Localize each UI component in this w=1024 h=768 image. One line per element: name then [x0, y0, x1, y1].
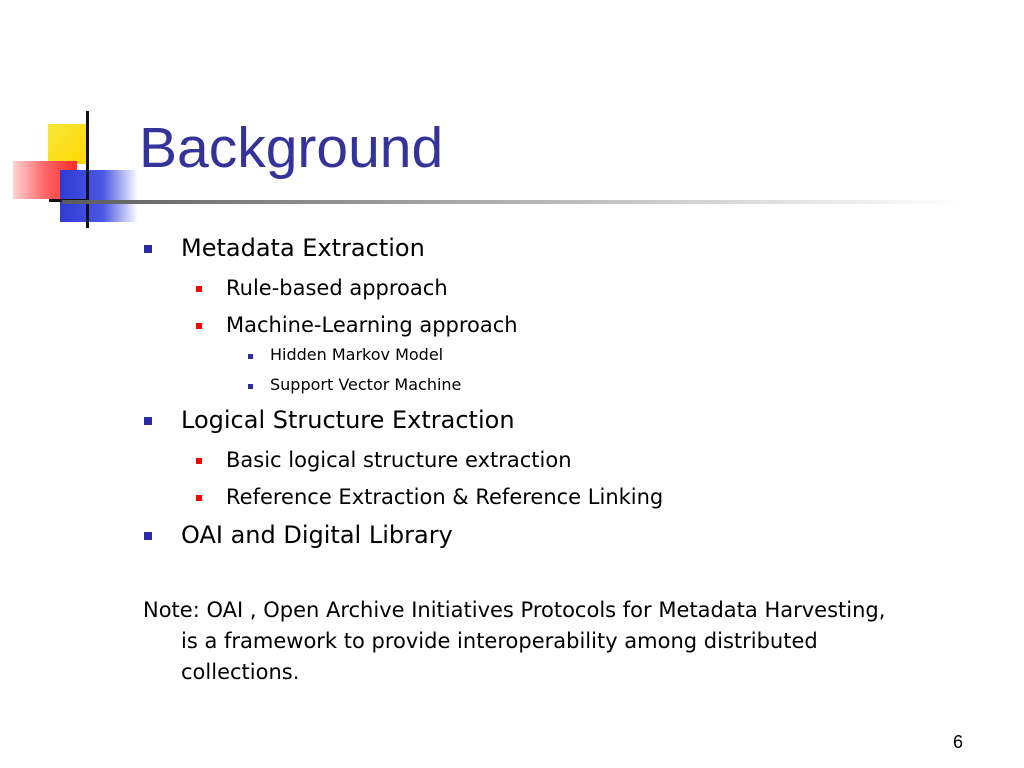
- level2-bullet-icon: [196, 495, 202, 501]
- bullet-basic-logical-structure-extraction: [196, 448, 896, 476]
- level2-bullet-icon: [196, 323, 202, 329]
- bullet-text: Rule-based approach: [226, 276, 448, 300]
- note-paragraph: [143, 595, 1003, 691]
- bullet-text: Support Vector Machine: [270, 375, 462, 394]
- bullet-text: Metadata Extraction: [181, 234, 425, 262]
- level1-bullet-icon: [144, 417, 152, 425]
- bullet-support-vector-machine: [248, 376, 748, 398]
- bullet-rule-based-approach: [196, 276, 896, 304]
- level2-bullet-icon: [196, 286, 202, 292]
- bullet-text: OAI and Digital Library: [181, 521, 453, 549]
- bullet-text: Logical Structure Extraction: [181, 406, 515, 434]
- note-line-3: collections.: [181, 660, 300, 684]
- level1-bullet-icon: [144, 532, 152, 540]
- bullet-oai-digital-library: [144, 522, 844, 556]
- bullet-metadata-extraction: [144, 235, 844, 269]
- bullet-text: Reference Extraction & Reference Linking: [226, 485, 664, 509]
- level2-bullet-icon: [196, 458, 202, 464]
- level3-bullet-icon: [248, 384, 253, 389]
- bullet-text: Machine-Learning approach: [226, 313, 518, 337]
- bullet-machine-learning-approach: [196, 313, 896, 341]
- note-line-2: is a framework to provide interoperability among distributed: [181, 629, 818, 653]
- bullet-text: Hidden Markov Model: [270, 345, 444, 364]
- level3-bullet-icon: [248, 354, 253, 359]
- bullet-logical-structure-extraction: [144, 407, 844, 441]
- bullet-reference-extraction-linking: [196, 485, 896, 513]
- note-line-1: Note: OAI , Open Archive Initiatives Protocols for Metadata Harvesting,: [143, 598, 886, 622]
- bullet-hidden-markov-model: [248, 346, 748, 368]
- page-number: 6: [952, 732, 963, 752]
- bullet-text: Basic logical structure extraction: [226, 448, 572, 472]
- slide-title: Background: [139, 116, 444, 180]
- level1-bullet-icon: [144, 245, 152, 253]
